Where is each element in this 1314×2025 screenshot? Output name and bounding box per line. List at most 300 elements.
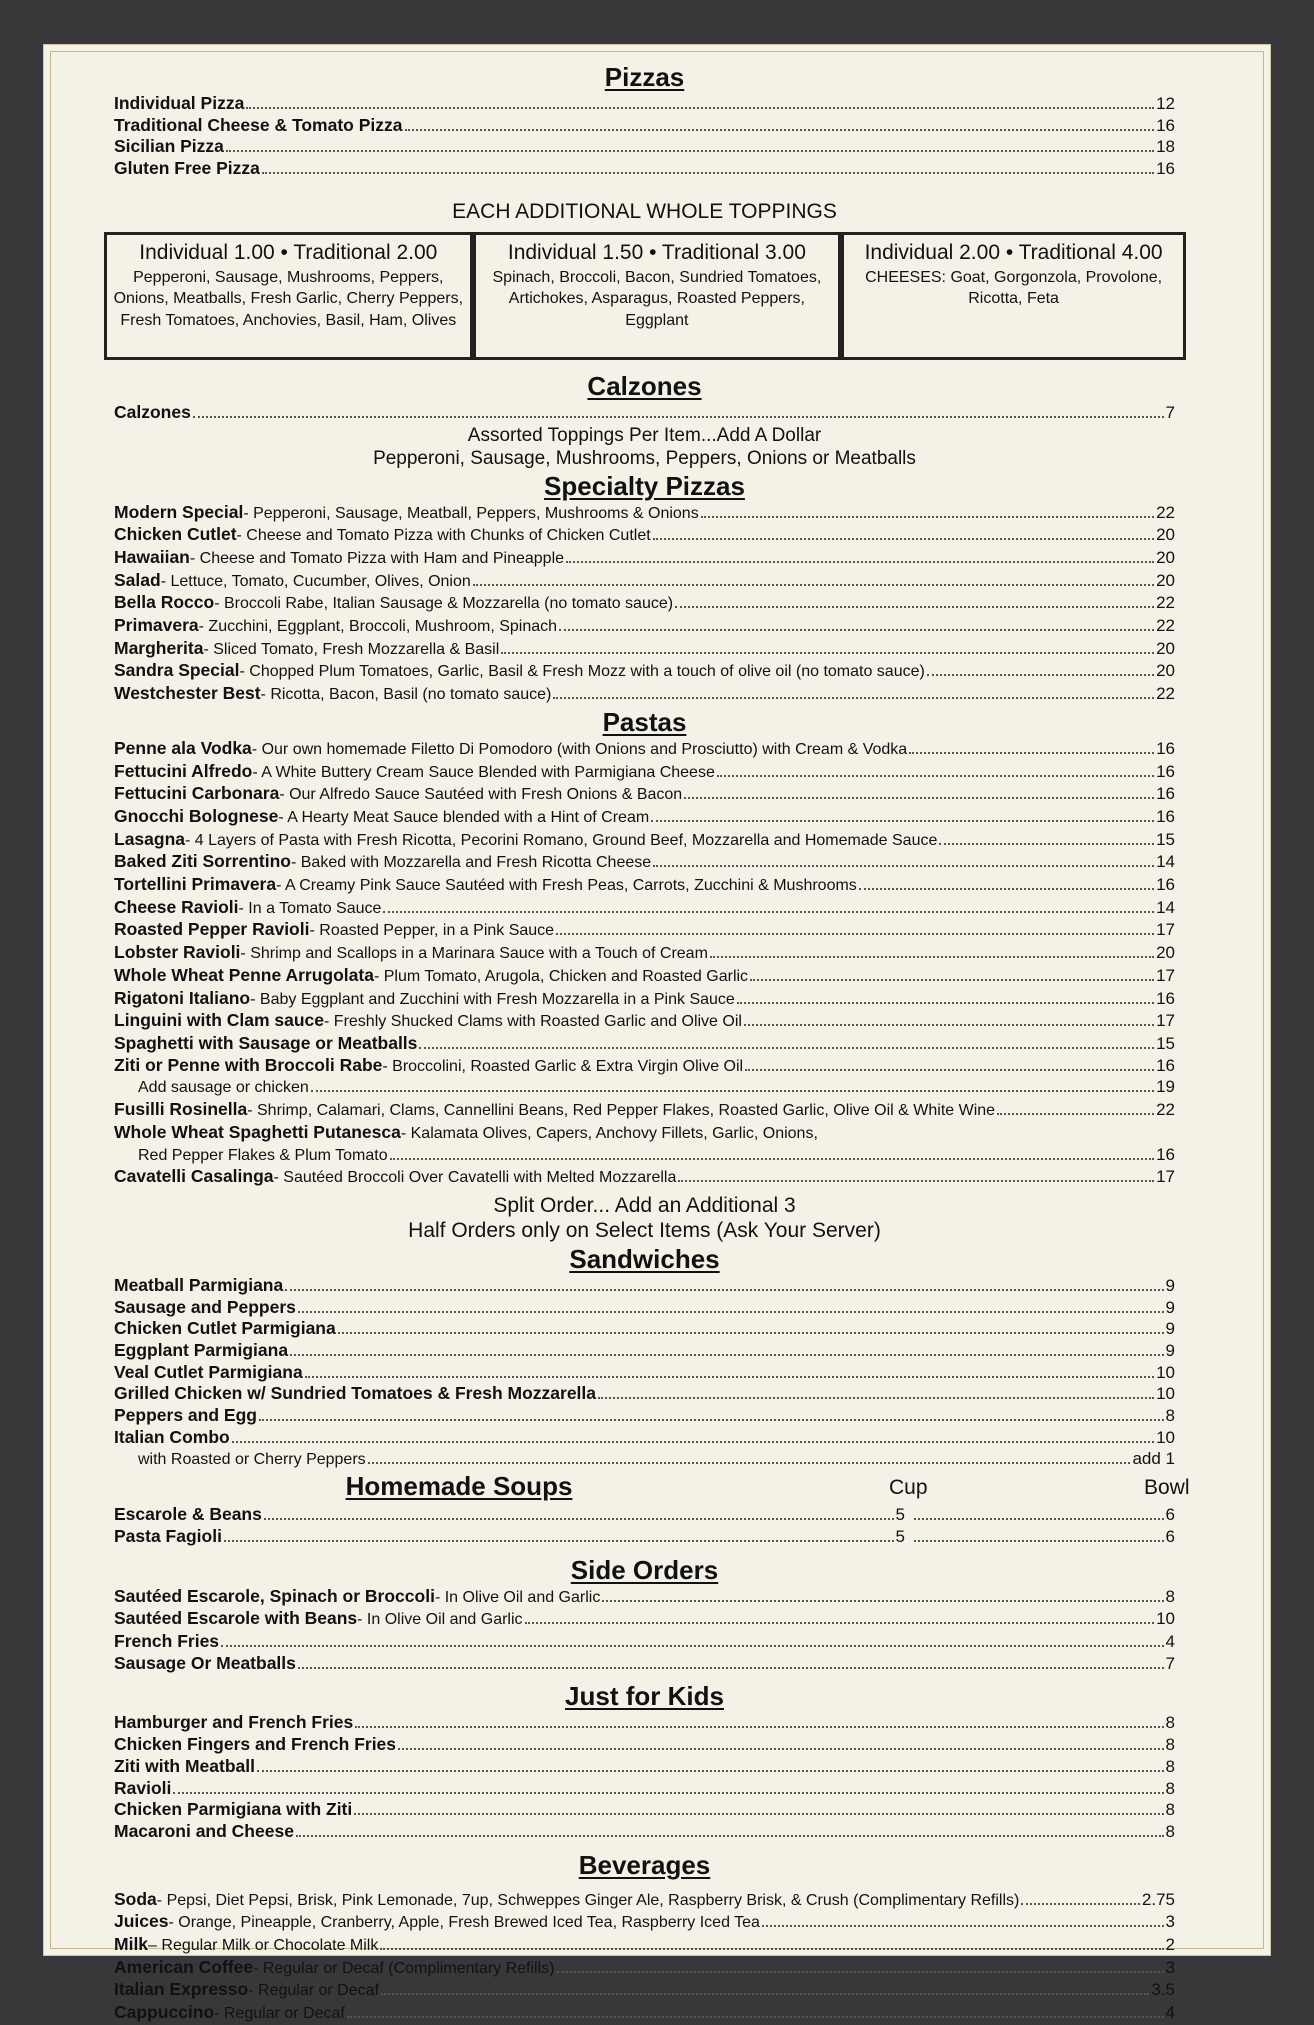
leader-dots [264,1518,894,1520]
item-description: - 4 Layers of Pasta with Fresh Ricotta, Pecorini Romano, Ground Beef, Mozzarella and Homemade Sauce [185,831,938,849]
item-name: Fettucini Alfredo [114,760,253,781]
item-name: Cappuccino [114,2002,215,2023]
leader-dots [559,629,1154,631]
kids-title: Just for Kids [565,1681,724,1712]
menu-item-row [114,547,1175,570]
leader-dots [556,933,1154,935]
item-price: 9 [1165,1275,1175,1295]
item-name: Ravioli [114,1777,172,1798]
item-name: Soda [114,1888,157,1909]
leader-dots [684,797,1154,799]
item-price: 17 [1156,1011,1175,1031]
item-price: 8 [1165,1800,1175,1820]
item-description: Add sausage or chicken [138,1079,309,1097]
item-name: Traditional Cheese & Tomato Pizza [114,114,403,135]
item-description: - Zucchini, Eggplant, Broccoli, Mushroom, Spinach [198,618,558,636]
toppings-box-2 [473,232,842,360]
toppings-boxes [104,232,1186,360]
menu-item-row [114,1340,1175,1362]
menu-item-row [114,761,1175,784]
menu-item-row [114,806,1175,829]
item-price: 16 [1156,738,1175,758]
menu-item-row [114,1608,1175,1631]
leader-dots [419,1047,1154,1049]
pizzas-list [114,93,1175,180]
menu-item-row [114,683,1175,706]
menu-item-row [114,1055,1175,1078]
leader-dots [651,820,1154,822]
item-price: 16 [1156,159,1175,179]
leader-dots [1021,1903,1140,1905]
pastas-title: Pastas [602,706,687,737]
menu-item-row [114,1405,1175,1427]
item-name: Modern Special [114,501,244,522]
calzones-title: Calzones [587,370,702,401]
toppings-box-heading: Individual 2.00 • Traditional 4.00 [864,240,1163,264]
item-description: - Chopped Plum Tomatoes, Garlic, Basil & Fresh Mozz with a touch of olive oil (no tomato sauce) [239,663,925,681]
leader-dots [383,911,1154,913]
menu-item-row [114,115,1175,137]
menu-item-row [114,1275,1175,1297]
leader-dots [473,584,1154,586]
item-name: Sautéed Escarole with Beans [114,1608,358,1629]
menu-item-row [114,1889,1175,1912]
item-price: 16 [1156,988,1175,1008]
item-price: 20 [1156,547,1175,567]
item-price: 10 [1156,1362,1175,1382]
calzones-note-2: Pepperoni, Sausage, Mushrooms, Peppers, Onions or Meatballs [373,447,916,469]
toppings-box-1 [104,232,473,360]
item-name: Tortellini Primavera [114,874,277,895]
item-price: 4 [1165,2003,1175,2023]
leader-dots [909,752,1154,754]
item-description: - In Olive Oil and Garlic [357,1611,523,1629]
item-name: Lobster Ravioli [114,942,241,963]
item-price: 7 [1165,1653,1175,1673]
leader-dots [602,1600,1163,1602]
menu-item-row [114,1586,1175,1609]
item-price: 16 [1156,875,1175,895]
item-description: - Sliced Tomato, Fresh Mozzarella & Basil [203,640,500,658]
cup-price: 5 [895,1505,905,1525]
item-price: 12 [1156,94,1175,113]
menu-item-row [114,919,1175,942]
bowl-price: 6 [1165,1526,1175,1546]
item-price: 10 [1156,1427,1175,1447]
item-description: - Shrimp, Calamari, Clams, Cannellini Beans, Red Pepper Flakes, Roasted Garlic, Olive Oil & White Wine [247,1102,996,1120]
leader-dots [701,516,1154,518]
leader-dots [744,1024,1154,1026]
menu-item-row [114,93,1175,115]
leader-dots [290,1354,1163,1356]
menu-item-row [114,1712,1175,1734]
item-name: Italian Combo [114,1426,230,1447]
menu-item-row [114,615,1175,638]
menu-item-row [114,1957,1175,1980]
beverages-title: Beverages [578,1849,711,1880]
item-name: Grilled Chicken w/ Sundried Tomatoes & Fresh Mozzarella [114,1383,597,1404]
item-price: 16 [1156,761,1175,781]
leader-dots [259,1419,1164,1421]
menu-item-row [114,1297,1175,1319]
item-description: - A Creamy Pink Sauce Sautéed with Fresh Peas, Carrots, Zucchini & Mushrooms [276,877,857,895]
calzones-note-1: Assorted Toppings Per Item...Add A Dollar [467,424,822,446]
menu-item-row [114,1099,1175,1122]
item-description: - Cheese and Tomato Pizza with Chunks of Chicken Cutlet [236,527,651,545]
sides-list [114,1586,1175,1675]
leader-dots [927,674,1154,676]
item-name: American Coffee [114,1956,254,1977]
menu-item-row [114,524,1175,547]
soups-list [114,1504,1175,1547]
item-description: - Lettuce, Tomato, Cucumber, Olives, Onion [160,572,471,590]
leader-dots [173,1792,1163,1794]
leader-dots [221,1645,1163,1647]
item-price: 22 [1156,616,1175,636]
menu-item-row [114,1427,1175,1449]
menu-item-row [114,874,1175,897]
item-price: 16 [1156,115,1175,135]
menu-item-row [114,1318,1175,1340]
item-description: - A White Buttery Cream Sauce Blended with Parmigiana Cheese [252,763,715,781]
menu-item-row [114,1934,1175,1957]
item-price: 9 [1165,1297,1175,1317]
item-price: 20 [1156,570,1175,590]
item-description: - Regular or Decaf [214,2005,345,2023]
menu-item-row [114,1145,1175,1167]
item-name: Roasted Pepper Ravioli [114,919,310,940]
bowl-label: Bowl [1144,1476,1190,1500]
leader-dots [298,1667,1164,1669]
cup-label: Cup [889,1476,928,1500]
item-price: 7 [1165,402,1175,422]
item-name: Meatball Parmigiana [114,1274,284,1295]
item-name: Hawaiian [114,546,190,567]
item-price: 22 [1156,593,1175,613]
specialty-list [114,502,1175,706]
item-price: 8 [1165,1713,1175,1733]
item-description: - Ricotta, Bacon, Basil (no tomato sauce) [260,686,552,704]
leader-dots [737,1002,1154,1004]
leader-dots [653,538,1154,540]
leader-dots [710,956,1154,958]
leader-dots [285,1289,1163,1291]
item-name: Juices [114,1911,169,1932]
item-price: 16 [1156,1055,1175,1075]
leader-dots [224,1540,894,1542]
leader-dots [653,865,1154,867]
menu-item-row [114,2002,1175,2025]
item-name: Individual Pizza [114,93,245,113]
leader-dots [226,150,1154,152]
item-name: Westchester Best [114,683,261,704]
item-price: 15 [1156,1033,1175,1053]
item-name: Lasagna [114,828,185,849]
item-price: add 1 [1132,1448,1175,1468]
menu-item-row [114,1979,1175,2002]
leader-dots [368,1462,1131,1464]
item-name: Whole Wheat Penne Arrugolata [114,964,374,985]
item-price: 3 [1165,1957,1175,1977]
item-description: - Cheese and Tomato Pizza with Ham and Pineapple [189,549,565,567]
item-name: Baked Ziti Sorrentino [114,851,291,872]
item-name: Chicken Cutlet Parmigiana [114,1318,336,1339]
menu-item-row [114,942,1175,965]
item-name: Macaroni and Cheese [114,1820,294,1841]
item-price: 16 [1156,1144,1175,1164]
item-description: - Orange, Pineapple, Cranberry, Apple, Fresh Brewed Iced Tea, Raspberry Iced Tea [168,1914,760,1932]
toppings-box-heading: Individual 1.00 • Traditional 2.00 [139,240,438,264]
menu-item-row [114,897,1175,920]
item-name: Sausage Or Meatballs [114,1652,296,1673]
item-name: Escarole & Beans [114,1504,262,1525]
menu-item-row [114,136,1175,158]
item-description: – Regular Milk or Chocolate Milk [148,1937,379,1955]
toppings-box-text: CHEESES: Goat, Gorgonzola, Provolone, Ricotta, Feta [865,268,1163,308]
menu-item-row [114,829,1175,852]
item-name: Pasta Fagioli [114,1525,222,1546]
leader-dots [381,1993,1149,1995]
toppings-box-heading: Individual 1.50 • Traditional 3.00 [507,240,806,264]
item-price: 10 [1156,1384,1175,1404]
menu-item-row [114,1166,1175,1189]
menu-item-row [114,1631,1175,1653]
item-name: Spaghetti with Sausage or Meatballs [114,1032,418,1053]
leader-dots [398,1748,1164,1750]
item-price: 20 [1156,661,1175,681]
leader-dots [355,1726,1163,1728]
item-price: 16 [1156,806,1175,826]
split-order-note: Split Order... Add an Additional 3 [493,1193,796,1217]
item-name: Veal Cutlet Parmigiana [114,1361,303,1382]
item-price: 9 [1165,1319,1175,1339]
item-name: Fettucini Carbonara [114,783,280,804]
menu-item-row [114,1033,1175,1055]
item-description: - In a Tomato Sauce [238,899,382,917]
item-name: Chicken Cutlet [114,524,237,545]
menu-item-row [114,158,1175,180]
item-price: 10 [1156,1609,1175,1629]
menu-item-row [114,638,1175,661]
item-price: 22 [1156,684,1175,704]
item-description: - Broccolini, Roasted Garlic & Extra Virgin Olive Oil [382,1057,744,1075]
leader-dots [762,1925,1164,1927]
item-price: 22 [1156,1100,1175,1120]
item-price: 15 [1156,829,1175,849]
leader-dots [298,1311,1164,1313]
menu-item-row [114,738,1175,761]
leader-dots [553,697,1154,699]
item-description: - Baked with Mozzarella and Fresh Ricotta Cheese [290,854,652,872]
item-price: 2.75 [1141,1889,1175,1909]
item-name: Milk [114,1934,149,1955]
item-name: Primavera [114,615,199,636]
menu-item-row [114,1911,1175,1934]
leader-dots [675,606,1154,608]
leader-dots [566,561,1154,563]
leader-dots [598,1397,1154,1399]
leader-dots [232,1441,1154,1443]
menu-item-row [114,1821,1175,1843]
item-name: Sautéed Escarole, Spinach or Broccoli [114,1585,435,1606]
sandwiches-title: Sandwiches [569,1243,720,1274]
item-price: 8 [1165,1735,1175,1755]
item-price: 3 [1165,1912,1175,1932]
leader-dots [939,843,1154,845]
leader-dots [717,775,1154,777]
item-description: - Kalamata Olives, Capers, Anchovy Fillets, Garlic, Onions, [400,1124,818,1142]
item-price: 16 [1156,784,1175,804]
toppings-box-text: Pepperoni, Sausage, Mushrooms, Peppers, Onions, Meatballs, Fresh Garlic, Cherry Peppers, Fresh Tomatoes, Anchovies, Basil, Ham, Olives [113,268,464,329]
item-name: Margherita [114,637,204,658]
item-name: Cheese Ravioli [114,896,239,917]
item-name: Italian Expresso [114,1979,249,2000]
item-name: Bella Rocco [114,592,215,613]
menu-item-row [114,1077,1175,1099]
soups-header [114,1470,1190,1504]
item-price: 8 [1165,1406,1175,1426]
menu-item-row [114,1653,1175,1675]
leader-dots [914,1518,1164,1520]
item-name: Sausage and Peppers [114,1296,296,1317]
item-name: Chicken Parmigiana with Ziti [114,1799,353,1820]
pizzas-title: Pizzas [604,62,685,92]
menu-item-row [114,1383,1175,1405]
item-price: 20 [1156,638,1175,658]
menu-item-row [114,660,1175,683]
menu-content [113,61,1190,2025]
item-description: - Sautéed Broccoli Over Cavatelli with Melted Mozzarella [273,1169,677,1187]
item-name: Ziti with Meatball [114,1755,255,1776]
item-name: Sicilian Pizza [114,136,224,157]
leader-dots [354,1813,1163,1815]
item-description: - Our own homemade Filetto Di Pomodoro (with Onions and Prosciutto) with Cream & Vodka [251,740,908,758]
item-price: 3.5 [1151,1980,1175,2000]
item-description: - Roasted Pepper, in a Pink Sauce [309,922,555,940]
item-name: Hamburger and French Fries [114,1712,354,1733]
leader-dots [262,172,1154,174]
item-description: with Roasted or Cherry Peppers [138,1450,366,1468]
item-price: 17 [1156,1167,1175,1187]
toppings-title: EACH ADDITIONAL WHOLE TOPPINGS [452,199,837,223]
toppings-box-text: Spinach, Broccoli, Bacon, Sundried Tomatoes, Artichokes, Asparagus, Roasted Peppers, Eggplant [492,268,822,329]
item-price: 22 [1156,502,1175,522]
leader-dots [501,652,1154,654]
leader-dots [390,1158,1154,1160]
item-price: 8 [1165,1778,1175,1798]
leader-dots [557,1971,1164,1973]
leader-dots [750,979,1154,981]
menu-item-row [114,783,1175,806]
leader-dots [997,1113,1154,1115]
item-price: 8 [1165,1756,1175,1776]
leader-dots [525,1622,1155,1624]
leader-dots [193,416,1164,418]
menu-item-row [114,592,1175,615]
pastas-list [114,738,1175,1189]
item-price: 14 [1156,852,1175,872]
menu-item-row [114,1778,1175,1800]
menu-item-row [114,851,1175,874]
menu-item-row [114,570,1175,593]
item-description: Red Pepper Flakes & Plum Tomato [138,1146,388,1164]
kids-list [114,1712,1175,1842]
sides-title: Side Orders [570,1554,719,1585]
specialty-title: Specialty Pizzas [544,470,745,501]
item-price: 2 [1165,1935,1175,1955]
cup-price: 5 [895,1526,905,1546]
beverages-list [114,1889,1175,2025]
menu-item-row [114,502,1175,525]
item-price: 20 [1156,943,1175,963]
item-price: 17 [1156,965,1175,985]
item-name: Linguini with Clam sauce [114,1010,325,1031]
leader-dots [914,1540,1164,1542]
leader-dots [257,1770,1164,1772]
item-name: Fusilli Rosinella [114,1099,248,1120]
item-name: Salad [114,569,161,590]
item-description: - Regular or Decaf [248,1982,379,2000]
item-price: 19 [1156,1077,1175,1097]
soups-title: Homemade Soups [345,1471,573,1502]
item-name: Penne ala Vodka [114,737,252,758]
leader-dots [678,1180,1154,1182]
menu-item-row [114,1122,1175,1145]
item-price: 8 [1165,1586,1175,1606]
menu-item-row [114,1362,1175,1384]
item-description: - Pepperoni, Sausage, Meatball, Peppers, Mushrooms & Onions [243,504,699,522]
item-description: - Pepsi, Diet Pepsi, Brisk, Pink Lemonade, 7up, Schweppes Ginger Ale, Raspberry Brisk, & Crush (Complimentary Refills) [156,1891,1020,1909]
item-price: 14 [1156,897,1175,917]
leader-dots [296,1835,1164,1837]
menu-item-row [114,1756,1175,1778]
menu-item-row [114,1734,1175,1756]
item-name: Cavatelli Casalinga [114,1166,274,1187]
item-description: - Regular or Decaf (Complimentary Refills) [253,1959,555,1977]
item-price: 17 [1156,920,1175,940]
item-description: - Shrimp and Scallops in a Marinara Sauce with a Touch of Cream [240,945,708,963]
item-description: - Freshly Shucked Clams with Roasted Garlic and Olive Oil [324,1013,742,1031]
toppings-box-3 [841,232,1186,360]
item-name: Gnocchi Bolognese [114,805,279,826]
soup-row [114,1504,1175,1526]
leader-dots [859,888,1154,890]
item-description: - A Hearty Meat Sauce blended with a Hint of Cream [278,808,650,826]
soup-row [114,1526,1175,1548]
menu-item-row [114,988,1175,1011]
menu-item-row [114,1010,1175,1033]
item-name: Gluten Free Pizza [114,158,260,179]
calzones-row [114,402,1175,424]
item-name: Eggplant Parmigiana [114,1340,289,1361]
item-name: Chicken Fingers and French Fries [114,1734,397,1755]
item-price: 4 [1165,1632,1175,1652]
item-name: Ziti or Penne with Broccoli Rabe [114,1054,383,1075]
item-price: 18 [1156,137,1175,157]
leader-dots [338,1332,1164,1334]
leader-dots [405,129,1155,131]
item-name: Peppers and Egg [114,1405,257,1426]
menu-page [43,44,1271,2023]
leader-dots [745,1069,1154,1071]
item-description: - Our Alfredo Sauce Sautéed with Fresh Onions & Bacon [279,786,683,804]
item-name: Whole Wheat Spaghetti Putanesca [114,1121,401,1142]
item-name: Sandra Special [114,660,240,681]
item-name: Calzones [114,401,191,422]
item-name: Rigatoni Italiano [114,987,251,1008]
item-price: 9 [1165,1341,1175,1361]
item-description: - Plum Tomato, Arugola, Chicken and Roasted Garlic [373,967,749,985]
